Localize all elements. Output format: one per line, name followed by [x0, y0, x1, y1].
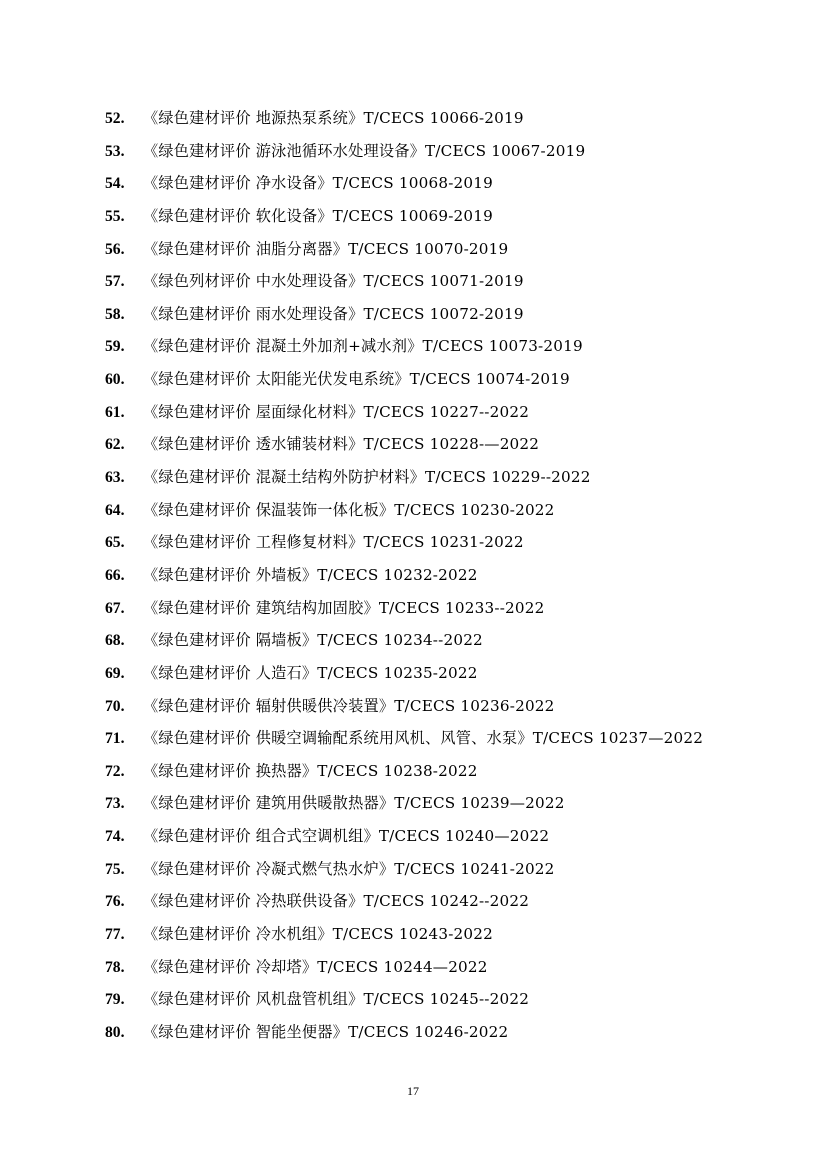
item-number: 61.	[105, 403, 125, 421]
item-text: 《绿色建材评价 保温装饰一体化板》T/CECS 10230-2022	[143, 500, 555, 519]
item-number: 62.	[105, 436, 125, 454]
item-text: 《绿色建材评价 风机盘管机组》T/CECS 10245--2022	[143, 990, 530, 1009]
list-item	[105, 366, 795, 399]
item-text: 《绿色建材评价 净水设备》T/CECS 10068-2019	[143, 174, 493, 193]
item-number: 63.	[105, 469, 125, 487]
item-number: 55.	[105, 207, 125, 225]
item-text: 《绿色建材评价 油脂分离器》T/CECS 10070-2019	[143, 239, 509, 258]
item-number: 79.	[105, 991, 125, 1009]
item-text: 《绿色建材评价 辐射供暖供冷装置》T/CECS 10236-2022	[143, 696, 555, 715]
item-text: 《绿色建材评价 冷凝式燃气热水炉》T/CECS 10241-2022	[143, 859, 555, 878]
item-number: 70.	[105, 697, 125, 715]
item-number: 52.	[105, 110, 125, 127]
item-number: 58.	[105, 305, 125, 323]
list-item	[105, 529, 795, 562]
item-text: 《绿色建材评价 混凝土外加剂+减水剂》T/CECS 10073-2019	[143, 337, 583, 356]
item-text: 《绿色建材评价 软化设备》T/CECS 10069-2019	[143, 206, 493, 225]
item-number: 73.	[105, 795, 125, 813]
item-text: 《绿色建材评价 供暖空调输配系统用风机、风管、水泵》T/CECS 10237—2022	[143, 729, 704, 748]
item-number: 68.	[105, 632, 125, 650]
item-text: 《绿色建材评价 隔墙板》T/CECS 10234--2022	[143, 631, 483, 650]
item-text: 《绿色建材评价 冷水机组》T/CECS 10243-2022	[143, 925, 493, 944]
item-text: 《绿色建材评价 换热器》T/CECS 10238-2022	[143, 761, 478, 780]
item-number: 67.	[105, 599, 125, 617]
item-number: 69.	[105, 664, 125, 682]
item-number: 78.	[105, 958, 125, 976]
list-item	[105, 758, 795, 791]
item-text: 《绿色建材评价 建筑结构加固胶》T/CECS 10233--2022	[143, 598, 545, 617]
item-text: 《绿色建材评价 混凝土结构外防护材料》T/CECS 10229--2022	[143, 468, 591, 487]
item-number: 74.	[105, 828, 125, 846]
item-text: 《绿色列材评价 中水处理设备》T/CECS 10071-2019	[143, 272, 524, 291]
item-text: 《绿色建材评价 外墙板》T/CECS 10232-2022	[143, 565, 478, 584]
item-number: 71.	[105, 730, 125, 748]
item-text: 《绿色建材评价 组合式空调机组》T/CECS 10240—2022	[143, 827, 550, 846]
list-item	[105, 595, 795, 628]
list-item	[105, 856, 795, 889]
list-item	[105, 431, 795, 464]
page-number: 17	[407, 1084, 419, 1098]
item-number: 64.	[105, 501, 125, 519]
list-item	[105, 627, 795, 660]
list-item	[105, 823, 795, 856]
item-text: 《绿色建材评价 地源热泵系统》T/CECS 10066-2019	[143, 109, 524, 127]
list-item	[105, 921, 795, 954]
item-text: 《绿色建材评价 游泳池循环水处理设备》T/CECS 10067-2019	[143, 141, 586, 160]
item-text: 《绿色建材评价 智能坐便器》T/CECS 10246-2022	[143, 1022, 509, 1041]
list-item	[105, 986, 795, 1019]
item-text: 《绿色建材评价 人造石》T/CECS 10235-2022	[143, 663, 478, 682]
list-item	[105, 399, 795, 432]
list-item	[105, 138, 795, 171]
item-number: 57.	[105, 273, 125, 291]
list-item	[105, 725, 795, 758]
item-text: 《绿色建材评价 屋面绿化材料》T/CECS 10227--2022	[143, 402, 530, 421]
item-number: 66.	[105, 566, 125, 584]
item-number: 72.	[105, 762, 125, 780]
item-number: 53.	[105, 142, 125, 160]
item-number: 77.	[105, 926, 125, 944]
list-item	[105, 562, 795, 595]
item-number: 59.	[105, 338, 125, 356]
list-item	[105, 1019, 795, 1052]
list-item	[105, 203, 795, 236]
item-number: 65.	[105, 534, 125, 552]
list-item	[105, 790, 795, 823]
list-item	[105, 497, 795, 530]
item-text: 《绿色建材评价 太阳能光伏发电系统》T/CECS 10074-2019	[143, 370, 570, 389]
standards-list	[105, 105, 795, 1052]
item-text: 《绿色建材评价 冷热联供设备》T/CECS 10242--2022	[143, 892, 530, 911]
list-item	[105, 954, 795, 987]
list-item	[105, 888, 795, 921]
list-item	[105, 693, 795, 726]
list-item	[105, 236, 795, 269]
list-item	[105, 333, 795, 366]
list-item	[105, 268, 795, 301]
item-number: 75.	[105, 860, 125, 878]
list-item	[105, 170, 795, 203]
item-text: 《绿色建材评价 建筑用供暖散热器》T/CECS 10239—2022	[143, 794, 565, 813]
list-item	[105, 660, 795, 693]
list-item	[105, 464, 795, 497]
item-number: 54.	[105, 175, 125, 193]
item-text: 《绿色建材评价 雨水处理设备》T/CECS 10072-2019	[143, 304, 524, 323]
item-text: 《绿色建材评价 透水铺装材料》T/CECS 10228-—2022	[143, 435, 540, 454]
item-number: 56.	[105, 240, 125, 258]
list-item	[105, 105, 795, 138]
item-text: 《绿色建材评价 冷却塔》T/CECS 10244—2022	[143, 957, 488, 976]
item-text: 《绿色建材评价 工程修复材料》T/CECS 10231-2022	[143, 533, 524, 552]
item-number: 76.	[105, 893, 125, 911]
item-number: 60.	[105, 371, 125, 389]
list-item	[105, 301, 795, 334]
item-number: 80.	[105, 1023, 125, 1041]
